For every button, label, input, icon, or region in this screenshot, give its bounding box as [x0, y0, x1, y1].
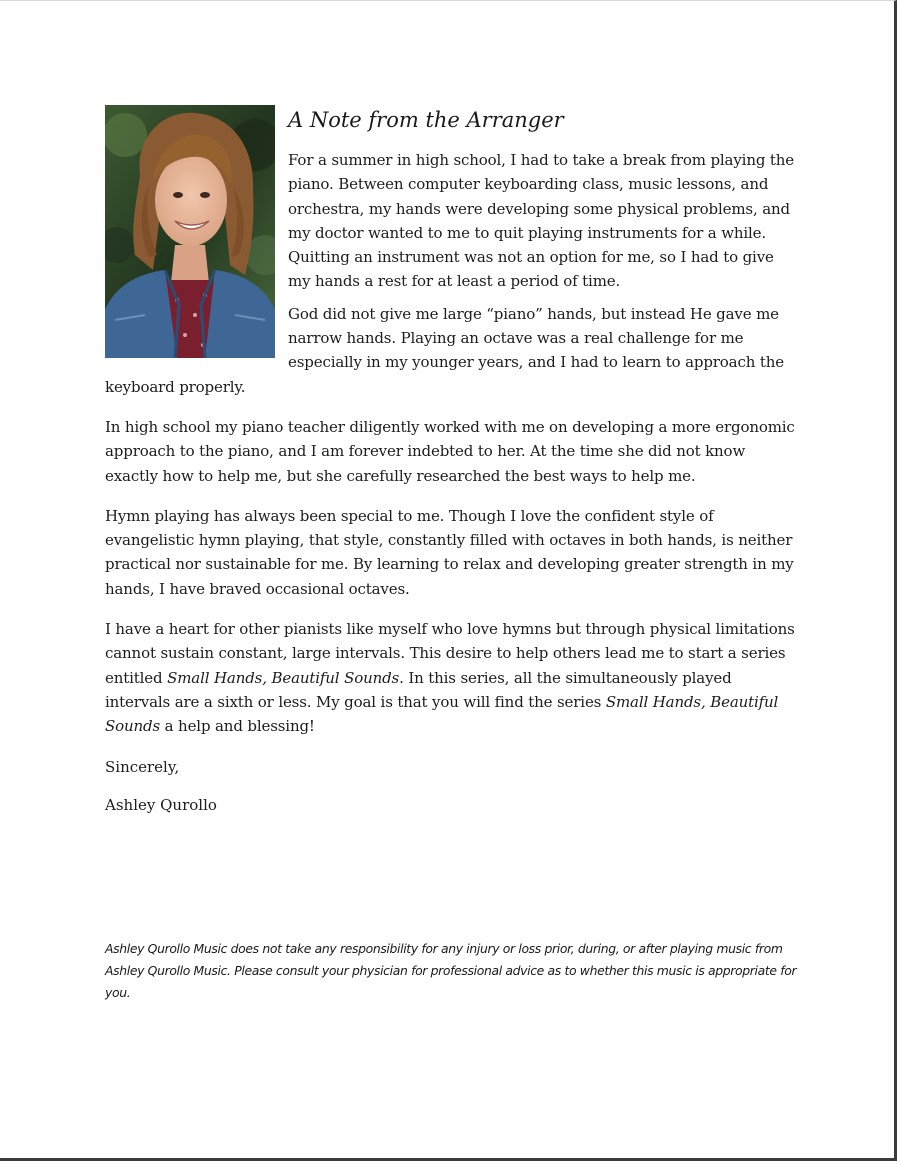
paragraph-5-text-b: . In this series, all the simultaneously played intervals are a sixth or less. My goal is that you will find the series	[105, 668, 732, 711]
paragraph-2: God did not give me large “piano” hands, but instead He gave me narrow hands. Playing an octave was a real challenge for me especially in my younger years, and I had to learn to approach the keyboard properly.	[105, 304, 784, 396]
arranger-portrait-image	[105, 105, 275, 358]
paragraph-1: For a summer in high school, I had to take a break from playing the piano. Between computer keyboarding class, music lessons, and orchestra, my hands were developing some physical problems, and my doctor wanted to me to quit playing instruments for a while. Quitting an instrument was not an option for me, so I had to give my hands a rest for at least a period of time.	[288, 151, 795, 291]
series-name: Small Hands, Beautiful Sounds	[105, 692, 779, 736]
disclaimer: Ashley Qurollo Music does not take any responsibility for any injury or loss prior, during, or after playing music from Ashley Qurollo Music. Please consult your physician for professional advice as to whether this music is appropriate for you.	[105, 941, 797, 1000]
closing: Sincerely,	[105, 757, 180, 776]
paragraph-4: Hymn playing has always been special to me. Though I love the confident style of evangelistic hymn playing, that style, constantly filled with octaves in both hands, is neither practical nor sustainable for me. By learning to relax and developing greater strength in my hands, I have braved occasional octaves.	[105, 506, 794, 598]
signature: Ashley Qurollo	[105, 795, 217, 814]
series-name: Small Hands, Beautiful Sounds	[167, 668, 400, 687]
paragraph-5-text-a: I have a heart for other pianists like myself who love hymns but through physical limitations cannot sustain constant, large intervals. This desire to help others lead me to start a series entitled	[105, 620, 795, 687]
arranger-note	[105, 105, 795, 831]
paragraph-5	[105, 617, 795, 738]
arranger-photo	[105, 105, 275, 358]
paragraph-5-text-c: a help and blessing!	[160, 717, 315, 736]
page-title: A Note from the Arranger	[288, 108, 564, 132]
paragraph-3: In high school my piano teacher diligently worked with me on developing a more ergonomic approach to the piano, and I am forever indebted to her. At the time she did not know exactly how to help me, but she carefully researched the best ways to help me.	[105, 417, 795, 485]
